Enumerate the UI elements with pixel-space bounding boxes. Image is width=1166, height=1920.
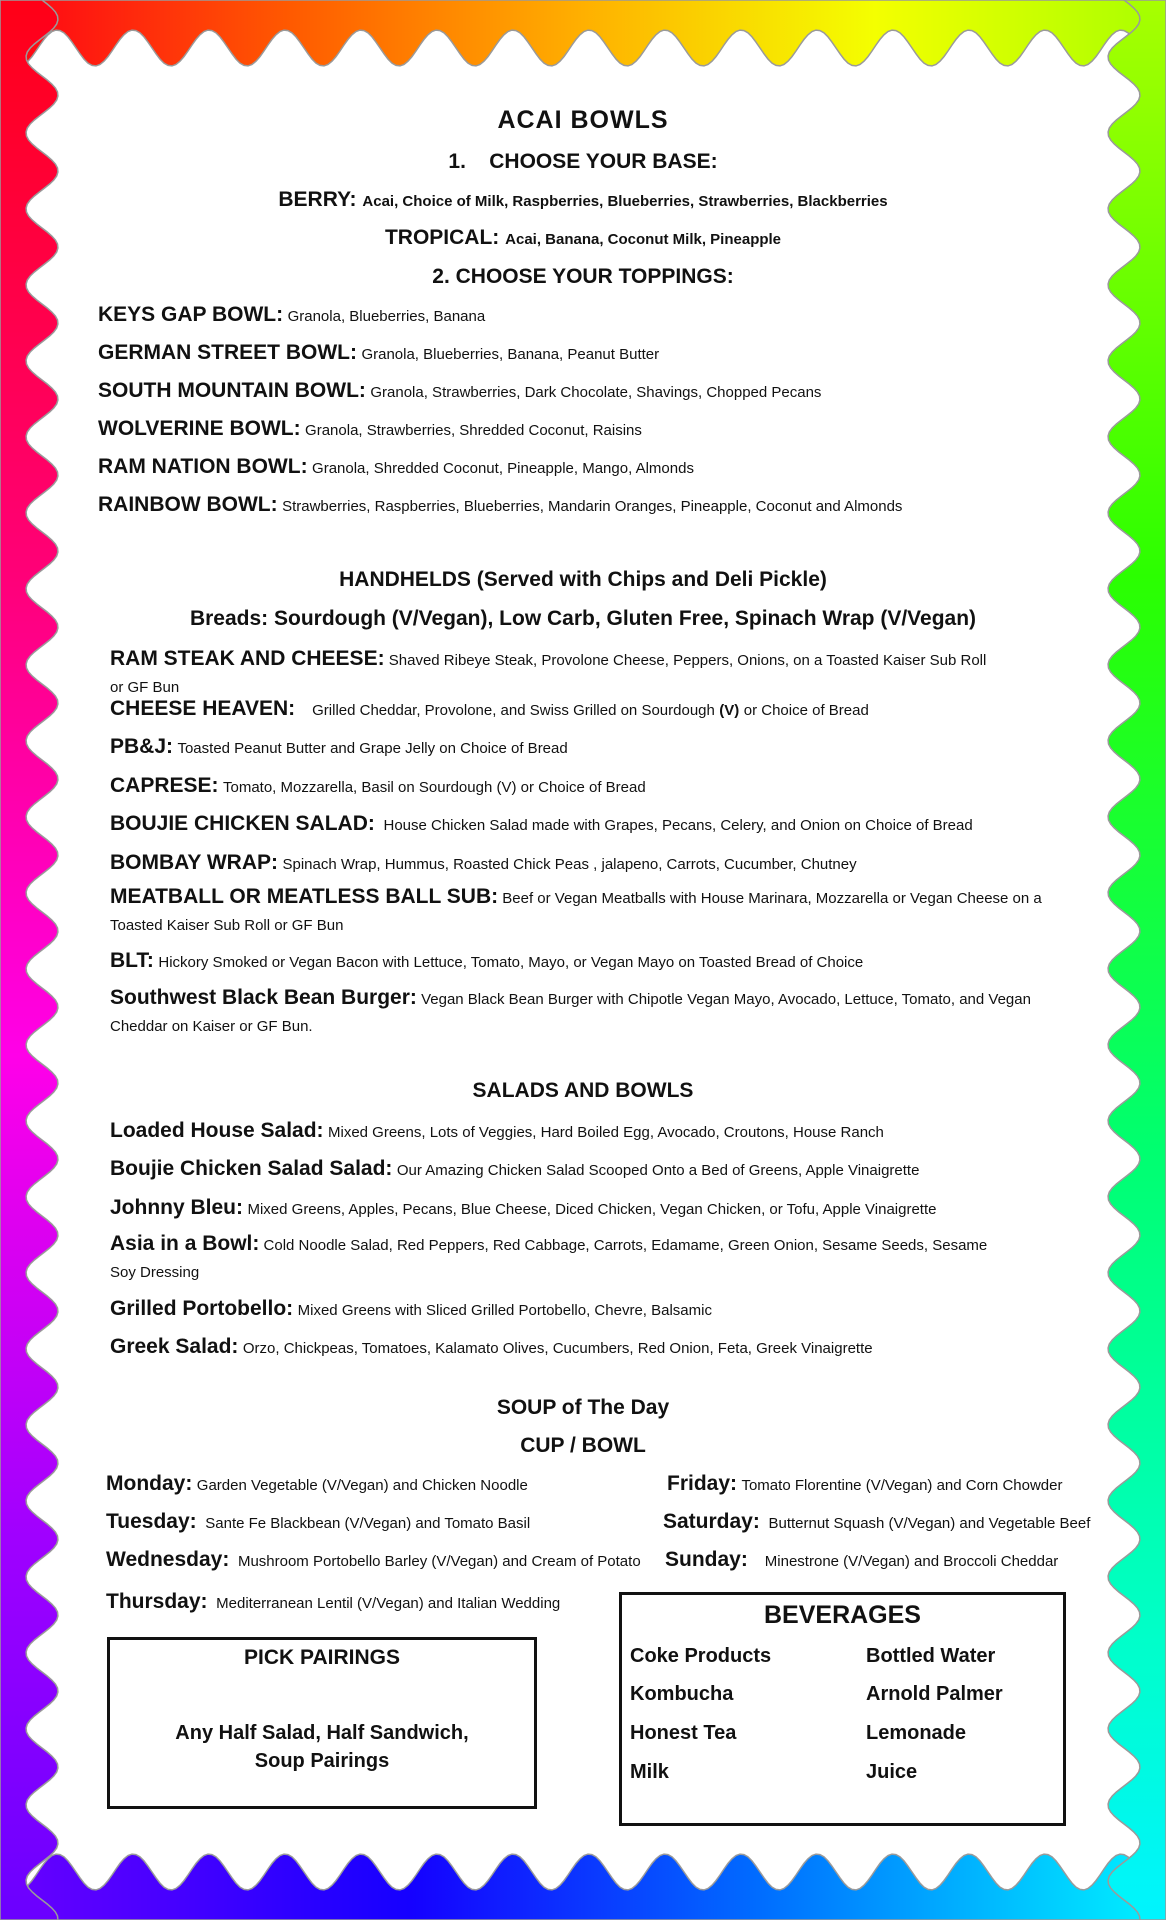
bowl-item: [98, 455, 694, 479]
salad-item: [110, 1196, 937, 1220]
day-soups: Mediterranean Lentil (V/Vegan) and Italian Wedding: [211, 1595, 561, 1612]
item-label: Loaded House Salad:: [110, 1119, 324, 1142]
item-desc-continued: or GF Bun: [110, 679, 180, 696]
soup-day: [106, 1510, 530, 1534]
bowl-item: [98, 493, 902, 517]
item-desc: Shaved Ribeye Steak, Provolone Cheese, Peppers, Onions, on a Toasted Kaiser Sub Roll: [388, 652, 987, 669]
handheld-item: [110, 774, 646, 798]
bowl-item: [98, 379, 821, 403]
base-tropical: [0, 226, 1166, 250]
item-label: WOLVERINE BOWL:: [98, 417, 301, 440]
base-label: TROPICAL:: [384, 226, 500, 249]
pairings-line1: Any Half Salad, Half Sandwich,: [175, 1722, 469, 1744]
item-desc-continued: Soy Dressing: [110, 1264, 200, 1281]
item-desc: Hickory Smoked or Vegan Bacon with Lettuce, Tomato, Mayo, or Vegan Mayo on Toasted Bread of Choice: [158, 954, 864, 971]
handheld-item: [110, 735, 568, 759]
acai-title: ACAI BOWLS: [497, 106, 669, 134]
day-soups: Minestrone (V/Vegan) and Broccoli Cheddar: [752, 1553, 1059, 1570]
soup-sizes: CUP / BOWL: [520, 1434, 646, 1457]
beverage-item: Honest Tea: [630, 1722, 737, 1744]
beverage-item: Arnold Palmer: [866, 1683, 1003, 1705]
day-label: Sunday:: [665, 1548, 748, 1571]
day-label: Tuesday:: [106, 1510, 197, 1533]
item-desc: Mixed Greens with Sliced Grilled Portobello, Chevre, Balsamic: [297, 1302, 712, 1319]
salad-item: [110, 1157, 919, 1181]
item-desc: Mixed Greens, Apples, Pecans, Blue Cheese, Diced Chicken, Vegan Chicken, or Tofu, Apple Vinaigrette: [247, 1201, 937, 1218]
handheld-item: [110, 851, 857, 875]
item-desc: Cold Noodle Salad, Red Peppers, Red Cabbage, Carrots, Edamame, Green Onion, Sesame Seeds, Sesame: [263, 1237, 988, 1254]
item-desc-tail: or Choice of Bread: [743, 702, 869, 719]
item-desc: Tomato, Mozzarella, Basil on Sourdough (V) or Choice of Bread: [222, 779, 646, 796]
salad-item: [110, 1297, 712, 1321]
beverage-item: Coke Products: [630, 1645, 772, 1667]
beverage-item: Lemonade: [866, 1722, 967, 1744]
item-desc: Grilled Cheddar, Provolone, and Swiss Grilled on Sourdough: [299, 702, 715, 719]
handhelds-title: HANDHELDS (Served with Chips and Deli Pickle): [339, 568, 827, 591]
salad-item: [110, 1230, 1050, 1286]
day-soups: Mushroom Portobello Barley (V/Vegan) and Cream of Potato: [233, 1553, 641, 1570]
handheld-item: [110, 883, 1050, 939]
salad-item: [110, 1119, 884, 1143]
day-soups: Butternut Squash (V/Vegan) and Vegetable Beef: [764, 1515, 1091, 1532]
item-desc: Granola, Strawberries, Dark Chocolate, Shavings, Chopped Pecans: [370, 384, 822, 401]
item-label: Southwest Black Bean Burger:: [110, 986, 417, 1009]
item-label: GERMAN STREET BOWL:: [98, 341, 357, 364]
day-soups: Sante Fe Blackbean (V/Vegan) and Tomato Basil: [201, 1515, 531, 1532]
item-label: Johnny Bleu:: [110, 1196, 244, 1219]
item-label: CAPRESE:: [110, 774, 219, 797]
beverage-item: Juice: [866, 1761, 918, 1783]
soup-day: [663, 1510, 1090, 1534]
item-desc-continued: Cheddar on Kaiser or GF Bun.: [110, 1018, 313, 1035]
pairings-line2: Soup Pairings: [254, 1750, 390, 1772]
handheld-item: [110, 949, 863, 973]
item-label: RAINBOW BOWL:: [98, 493, 278, 516]
beverage-item: Milk: [630, 1761, 669, 1783]
handheld-item: [110, 645, 1030, 701]
item-desc: Toasted Peanut Butter and Grape Jelly on Choice of Bread: [177, 740, 568, 757]
soup-day: [106, 1590, 560, 1614]
handheld-item: [110, 697, 869, 721]
pick-pairings-box: [107, 1637, 537, 1809]
soup-day: [106, 1472, 528, 1496]
beverages-box: [619, 1592, 1066, 1826]
item-label: SOUTH MOUNTAIN BOWL:: [98, 379, 366, 402]
base-berry: [0, 188, 1166, 212]
item-desc: Our Amazing Chicken Salad Scooped Onto a Bed of Greens, Apple Vinaigrette: [396, 1162, 920, 1179]
item-desc: Granola, Blueberries, Banana, Peanut Butter: [361, 346, 660, 363]
handheld-item: [110, 984, 1050, 1040]
pairings-title: PICK PAIRINGS: [244, 1646, 400, 1669]
item-desc: Orzo, Chickpeas, Tomatoes, Kalamato Olives, Cucumbers, Red Onion, Feta, Greek Vinaigrette: [242, 1340, 873, 1357]
item-label: Asia in a Bowl:: [110, 1232, 260, 1255]
soup-day: [106, 1548, 641, 1572]
beverage-item: Kombucha: [630, 1683, 734, 1705]
day-label: Saturday:: [663, 1510, 760, 1533]
soup-title: SOUP of The Day: [496, 1396, 670, 1419]
item-desc: Granola, Blueberries, Banana: [287, 308, 486, 325]
beverage-item: Bottled Water: [866, 1645, 996, 1667]
item-desc: House Chicken Salad made with Grapes, Pecans, Celery, and Onion on Choice of Bread: [379, 817, 973, 834]
item-label: BOMBAY WRAP:: [110, 851, 279, 874]
acai-step1-heading: 1. CHOOSE YOUR BASE:: [448, 150, 718, 173]
item-desc: Beef or Vegan Meatballs with House Marinara, Mozzarella or Vegan Cheese on a: [502, 890, 1042, 907]
item-label: CHEESE HEAVEN:: [110, 697, 296, 720]
day-label: Wednesday:: [106, 1548, 230, 1571]
soup-day: [665, 1548, 1058, 1572]
base-desc: Acai, Banana, Coconut Milk, Pineapple: [505, 231, 782, 248]
item-desc: Granola, Strawberries, Shredded Coconut, Raisins: [305, 422, 642, 439]
item-label: BOUJIE CHICKEN SALAD:: [110, 812, 375, 835]
handheld-item: [110, 812, 973, 836]
item-label: RAM NATION BOWL:: [98, 455, 308, 478]
item-label: KEYS GAP BOWL:: [98, 303, 284, 326]
day-soups: Garden Vegetable (V/Vegan) and Chicken Noodle: [196, 1477, 528, 1494]
day-label: Monday:: [106, 1472, 193, 1495]
item-label: BLT:: [110, 949, 154, 972]
base-desc: Acai, Choice of Milk, Raspberries, Blueberries, Strawberries, Blackberries: [362, 193, 888, 210]
bowl-item: [98, 341, 659, 365]
salad-item: [110, 1335, 873, 1359]
item-label: Greek Salad:: [110, 1335, 239, 1358]
item-label: RAM STEAK AND CHEESE:: [110, 647, 385, 670]
day-label: Friday:: [667, 1472, 738, 1495]
beverages-title: BEVERAGES: [764, 1601, 921, 1629]
item-label: MEATBALL OR MEATLESS BALL SUB:: [110, 885, 499, 908]
item-label: PB&J:: [110, 735, 174, 758]
item-label: Grilled Portobello:: [110, 1297, 294, 1320]
acai-step2-heading: 2. CHOOSE YOUR TOPPINGS:: [432, 265, 734, 288]
item-desc: Vegan Black Bean Burger with Chipotle Vegan Mayo, Avocado, Lettuce, Tomato, and Vegan: [421, 991, 1031, 1008]
item-desc: Mixed Greens, Lots of Veggies, Hard Boiled Egg, Avocado, Croutons, House Ranch: [328, 1124, 884, 1141]
salads-title: SALADS AND BOWLS: [472, 1079, 694, 1102]
vegetarian-mark: (V): [719, 702, 740, 719]
item-desc-continued: Toasted Kaiser Sub Roll or GF Bun: [110, 917, 344, 934]
item-desc: Spinach Wrap, Hummus, Roasted Chick Peas , jalapeno, Carrots, Cucumber, Chutney: [282, 856, 857, 873]
bowl-item: [98, 417, 642, 441]
base-label: BERRY:: [278, 188, 357, 211]
handhelds-breads: Breads: Sourdough (V/Vegan), Low Carb, Gluten Free, Spinach Wrap (V/Vegan): [189, 607, 977, 630]
day-soups: Tomato Florentine (V/Vegan) and Corn Chowder: [741, 1477, 1063, 1494]
item-label: Boujie Chicken Salad Salad:: [110, 1157, 393, 1180]
item-desc: Granola, Shredded Coconut, Pineapple, Mango, Almonds: [312, 460, 694, 477]
soup-day: [667, 1472, 1062, 1496]
bowl-item: [98, 303, 485, 327]
day-label: Thursday:: [106, 1590, 208, 1613]
item-desc: Strawberries, Raspberries, Blueberries, Mandarin Oranges, Pineapple, Coconut and Almonds: [282, 498, 903, 515]
